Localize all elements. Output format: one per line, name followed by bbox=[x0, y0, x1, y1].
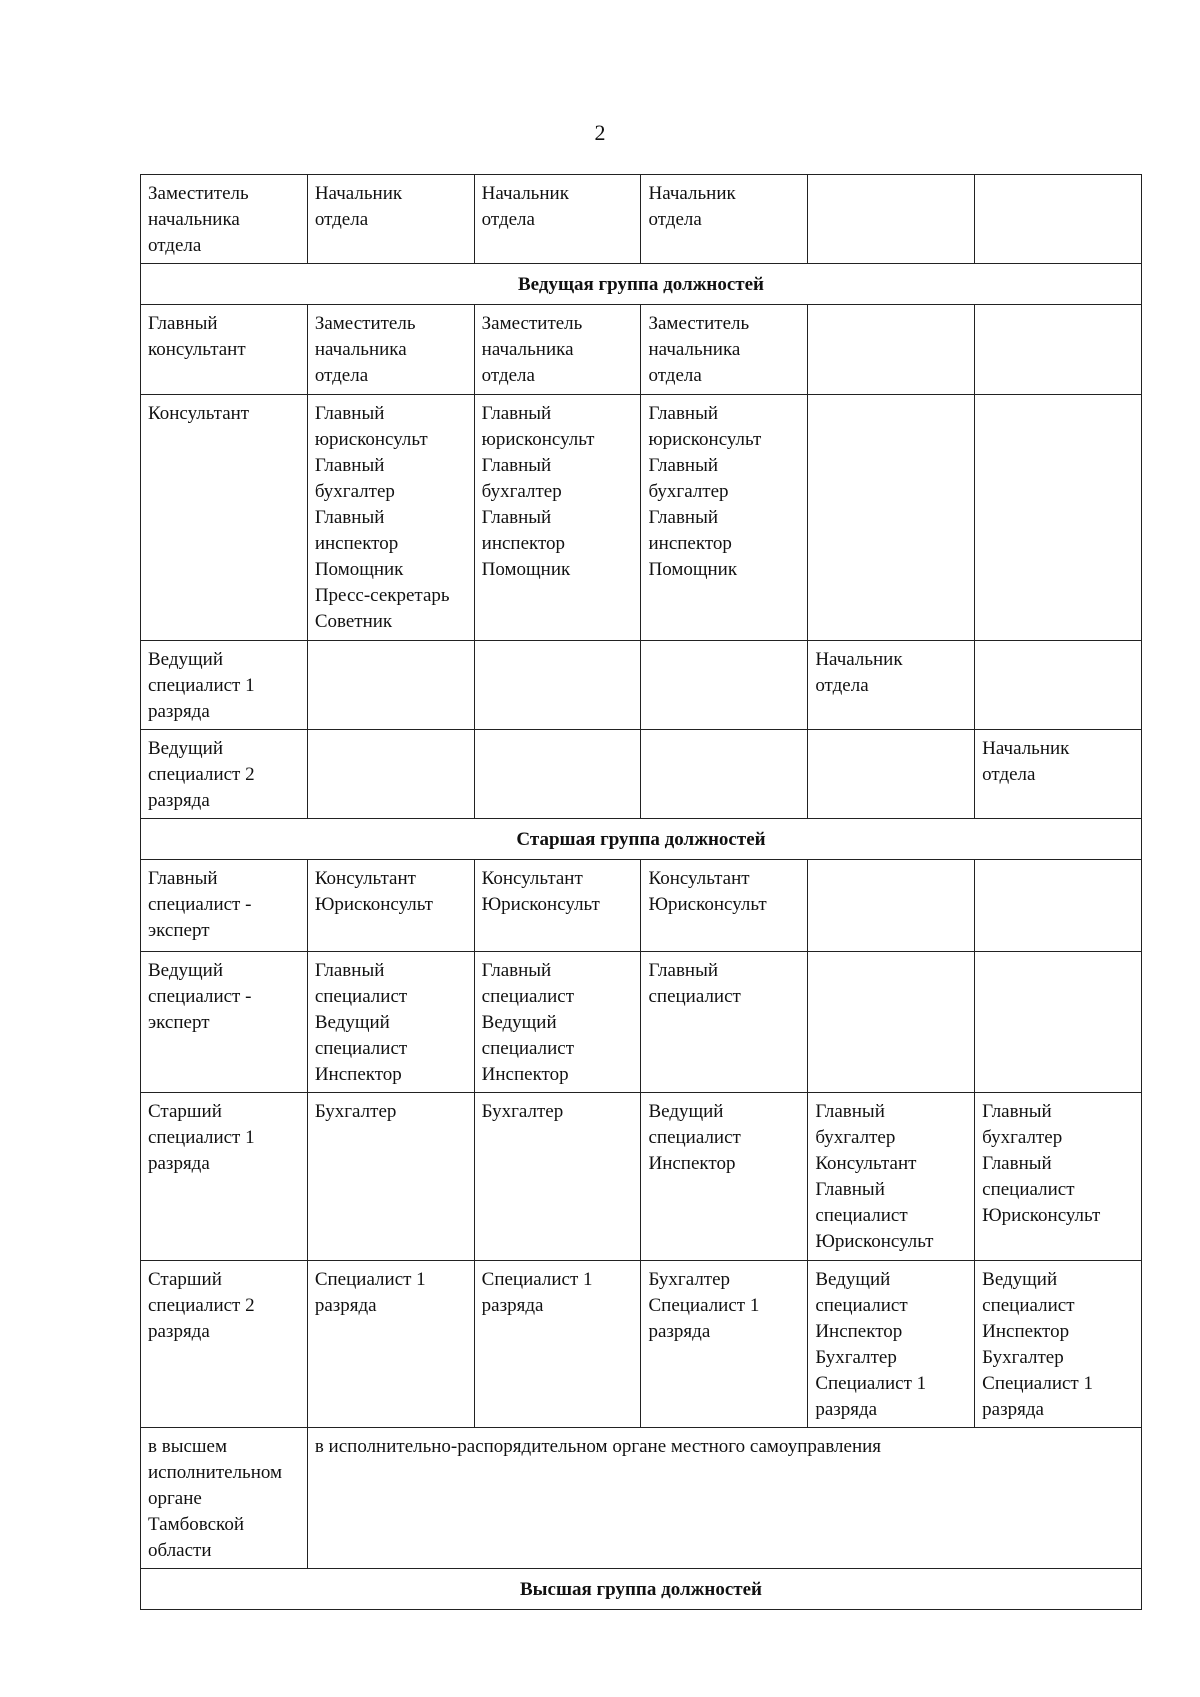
row-heading-cell: Старший специалист 2 разряда bbox=[141, 1261, 308, 1428]
row-heading-cell: Главный консультант bbox=[141, 305, 308, 395]
table-row bbox=[141, 730, 1142, 819]
table-cell bbox=[808, 395, 975, 641]
row-heading-cell: Ведущий специалист - эксперт bbox=[141, 952, 308, 1093]
table-row bbox=[141, 175, 1142, 264]
table-cell: Начальник отдела bbox=[975, 730, 1142, 819]
table-cell: Главный специалист bbox=[641, 952, 808, 1093]
row-heading-cell: Ведущий специалист 1 разряда bbox=[141, 641, 308, 730]
table-cell bbox=[975, 305, 1142, 395]
group-header-row bbox=[141, 264, 1142, 305]
table-cell: Консультант Юрисконсульт bbox=[474, 860, 641, 952]
table-cell: Главный специалист Ведущий специалист Инспектор bbox=[307, 952, 474, 1093]
group-header: Ведущая группа должностей bbox=[141, 264, 1142, 305]
group-header: Старшая группа должностей bbox=[141, 819, 1142, 860]
table-cell: Заместитель начальника отдела bbox=[641, 305, 808, 395]
table-cell bbox=[641, 641, 808, 730]
table-cell: Консультант Юрисконсульт bbox=[307, 860, 474, 952]
table-cell: Главный бухгалтер Главный специалист Юрисконсульт bbox=[975, 1093, 1142, 1261]
row-heading-cell: Ведущий специалист 2 разряда bbox=[141, 730, 308, 819]
table-cell: Специалист 1 разряда bbox=[474, 1261, 641, 1428]
row-heading-cell: Консультант bbox=[141, 395, 308, 641]
table-cell bbox=[641, 730, 808, 819]
table-cell bbox=[975, 860, 1142, 952]
table-row bbox=[141, 1261, 1142, 1428]
table-cell: Ведущий специалист Инспектор Бухгалтер Специалист 1 разряда bbox=[975, 1261, 1142, 1428]
table-row bbox=[141, 952, 1142, 1093]
positions-table bbox=[140, 174, 1142, 1610]
row-heading-cell: в высшем исполнительном органе Тамбовской области bbox=[141, 1428, 308, 1569]
table-cell: Начальник отдела bbox=[808, 641, 975, 730]
table-row bbox=[141, 395, 1142, 641]
table-cell: Ведущий специалист Инспектор Бухгалтер Специалист 1 разряда bbox=[808, 1261, 975, 1428]
table-cell: Начальник отдела bbox=[307, 175, 474, 264]
table-cell: Специалист 1 разряда bbox=[307, 1261, 474, 1428]
table-cell: Бухгалтер bbox=[474, 1093, 641, 1261]
table-row bbox=[141, 305, 1142, 395]
table-cell bbox=[307, 641, 474, 730]
table-cell bbox=[474, 730, 641, 819]
table-cell: Консультант Юрисконсульт bbox=[641, 860, 808, 952]
table-cell: Заместитель начальника отдела bbox=[307, 305, 474, 395]
table-cell: Главный бухгалтер Консультант Главный специалист Юрисконсульт bbox=[808, 1093, 975, 1261]
group-header: Высшая группа должностей bbox=[141, 1569, 1142, 1610]
table-cell: Начальник отдела bbox=[474, 175, 641, 264]
table-cell bbox=[474, 641, 641, 730]
row-heading-cell: Старший специалист 1 разряда bbox=[141, 1093, 308, 1261]
table-cell bbox=[975, 952, 1142, 1093]
table-cell: в исполнительно-распорядительном органе местного самоуправления bbox=[307, 1428, 1141, 1569]
table-cell bbox=[307, 730, 474, 819]
table-cell: Главный юрисконсульт Главный бухгалтер Главный инспектор Помощник bbox=[474, 395, 641, 641]
page-number: 2 bbox=[594, 120, 606, 145]
table-row bbox=[141, 1093, 1142, 1261]
table-cell bbox=[808, 305, 975, 395]
table-row bbox=[141, 1428, 1142, 1569]
table-cell: Заместитель начальника отдела bbox=[474, 305, 641, 395]
table-row bbox=[141, 641, 1142, 730]
table-cell: Главный юрисконсульт Главный бухгалтер Главный инспектор Помощник Пресс-секретарь Советник bbox=[307, 395, 474, 641]
group-header-row bbox=[141, 819, 1142, 860]
table-cell: Бухгалтер Специалист 1 разряда bbox=[641, 1261, 808, 1428]
group-header-row bbox=[141, 1569, 1142, 1610]
table-cell: Ведущий специалист Инспектор bbox=[641, 1093, 808, 1261]
table-row bbox=[141, 860, 1142, 952]
table-cell bbox=[808, 860, 975, 952]
table-cell: Главный специалист Ведущий специалист Инспектор bbox=[474, 952, 641, 1093]
table-cell bbox=[808, 730, 975, 819]
table-cell: Начальник отдела bbox=[641, 175, 808, 264]
table-cell: Бухгалтер bbox=[307, 1093, 474, 1261]
table-cell bbox=[975, 395, 1142, 641]
table-cell: Главный юрисконсульт Главный бухгалтер Главный инспектор Помощник bbox=[641, 395, 808, 641]
row-heading-cell: Главный специалист - эксперт bbox=[141, 860, 308, 952]
table-cell bbox=[808, 175, 975, 264]
table-cell bbox=[808, 952, 975, 1093]
positions-table-body bbox=[141, 175, 1142, 1610]
table-cell bbox=[975, 641, 1142, 730]
row-heading-cell: Заместитель начальника отдела bbox=[141, 175, 308, 264]
table-cell bbox=[975, 175, 1142, 264]
